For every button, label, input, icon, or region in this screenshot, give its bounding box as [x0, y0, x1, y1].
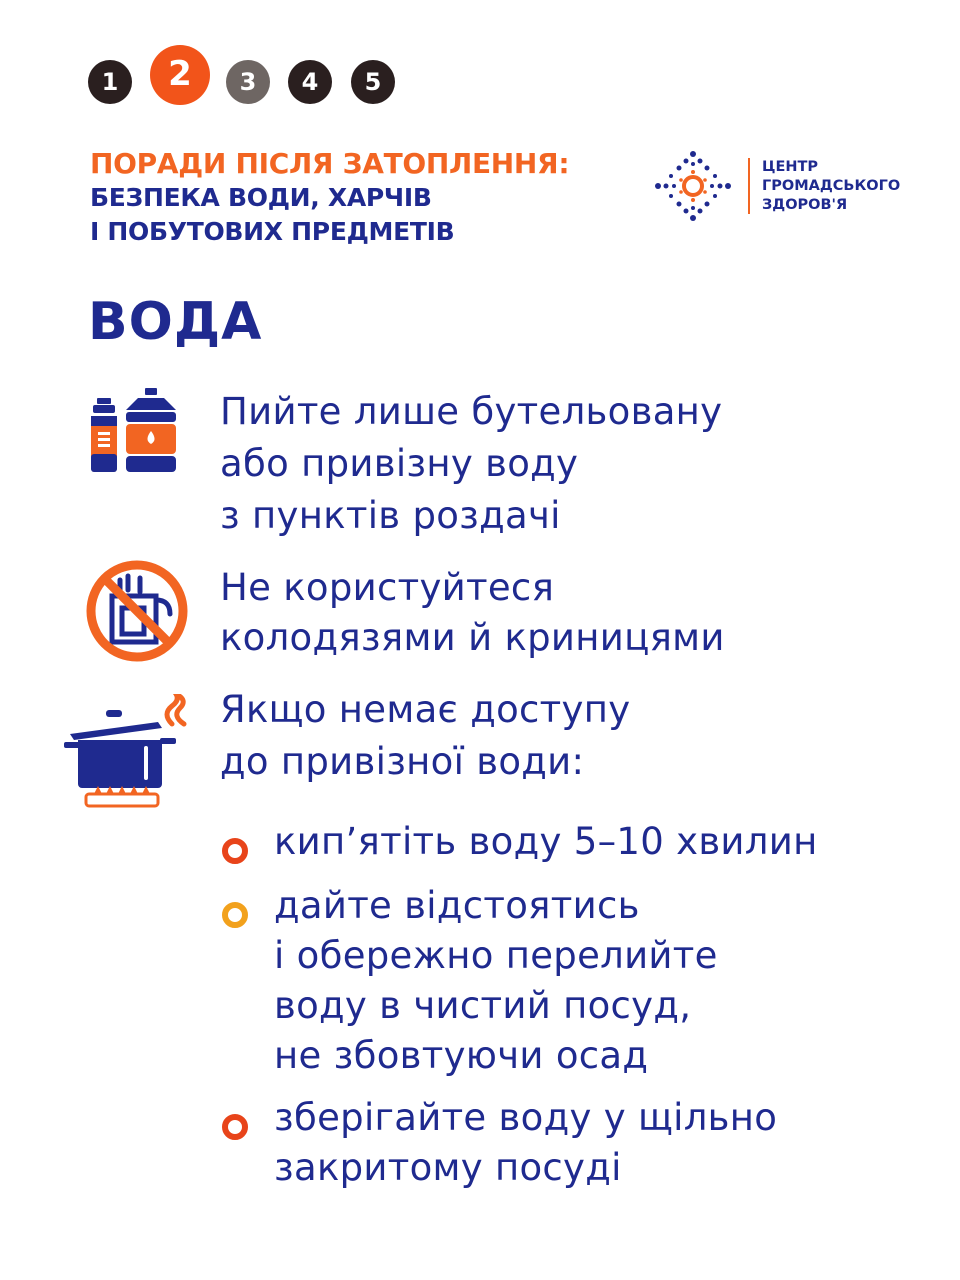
- bullet-2-line2: і обережно перелийте: [274, 934, 718, 977]
- logo-text-line2: ГРОМАДСЬКОГО: [762, 178, 901, 194]
- header-subtitle-line1: БЕЗПЕКА ВОДИ, ХАРЧІВ: [90, 183, 432, 212]
- step-5: 5: [351, 60, 395, 104]
- centre-public-health-logo: [652, 150, 734, 222]
- bullet-marker-2: [222, 902, 248, 928]
- tip-noaccess-line1: Якщо немає доступу: [220, 688, 631, 731]
- section-title: ВОДА: [88, 292, 263, 352]
- header-title: ПОРАДИ ПІСЛЯ ЗАТОПЛЕННЯ:: [90, 147, 570, 180]
- tip-wells-line1: Не користуйтеся: [220, 566, 555, 609]
- bullet-3-line2: закритому посуді: [274, 1146, 622, 1189]
- header-subtitle-line2: І ПОБУТОВИХ ПРЕДМЕТІВ: [90, 217, 455, 246]
- bullet-2-line1: дайте відстоятись: [274, 884, 640, 927]
- bullet-marker-1: [222, 838, 248, 864]
- step-3: 3: [226, 60, 270, 104]
- tip-bottled-line2: або привізну воду: [220, 442, 579, 485]
- bullet-2-line3: воду в чистий посуд,: [274, 984, 692, 1027]
- step-4: 4: [288, 60, 332, 104]
- logo-divider: [748, 158, 750, 214]
- logo-text-line1: ЦЕНТР: [762, 159, 819, 175]
- water-bottles-icon: [88, 388, 184, 476]
- step-2-active: 2: [150, 45, 210, 105]
- boiling-pot-icon: [62, 694, 206, 810]
- step-1: 1: [88, 60, 132, 104]
- bullet-2-line4: не збовтуючи осад: [274, 1034, 649, 1077]
- bullet-3-line1: зберігайте воду у щільно: [274, 1096, 778, 1139]
- logo-text-line3: ЗДОРОВ'Я: [762, 197, 848, 213]
- tip-bottled-line3: з пунктів роздачі: [220, 494, 561, 537]
- tip-noaccess-line2: до привізної води:: [220, 740, 585, 783]
- tip-bottled-line1: Пийте лише бутельовану: [220, 390, 723, 433]
- no-well-icon: [82, 556, 192, 666]
- tip-wells-line2: колодязями й криницями: [220, 616, 725, 659]
- bullet-1-line1: кип’ятіть воду 5–10 хвилин: [274, 820, 818, 863]
- bullet-marker-3: [222, 1114, 248, 1140]
